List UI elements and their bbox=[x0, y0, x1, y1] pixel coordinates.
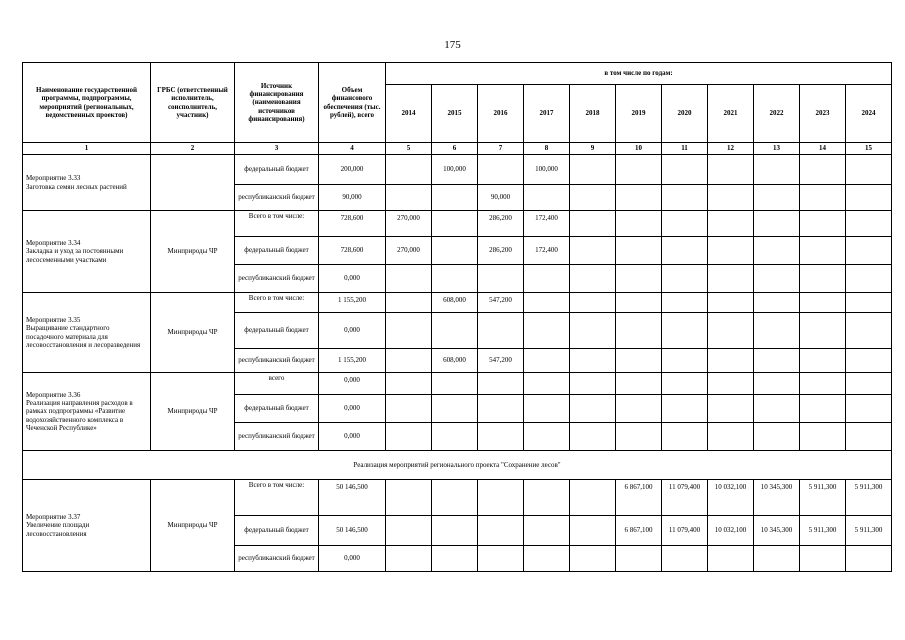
value-cell bbox=[708, 211, 754, 237]
header-year-2022: 2022 bbox=[754, 85, 800, 143]
value-cell bbox=[386, 265, 432, 293]
value-cell bbox=[708, 293, 754, 313]
value-cell bbox=[846, 155, 892, 185]
value-cell: 6 867,100 bbox=[616, 480, 662, 516]
value-cell bbox=[570, 546, 616, 572]
value-cell bbox=[662, 395, 708, 423]
measure-grbs: Минприроды ЧР bbox=[151, 211, 235, 293]
value-cell: 1 155,200 bbox=[319, 349, 386, 373]
value-cell bbox=[570, 395, 616, 423]
value-cell bbox=[708, 546, 754, 572]
value-cell bbox=[662, 423, 708, 451]
header-source: Источник финансирования (наименования источников финансирования) bbox=[235, 63, 319, 143]
value-cell: 0,000 bbox=[319, 546, 386, 572]
value-cell bbox=[570, 237, 616, 265]
column-index: 10 bbox=[616, 143, 662, 155]
value-cell bbox=[386, 395, 432, 423]
value-cell bbox=[386, 349, 432, 373]
column-index: 15 bbox=[846, 143, 892, 155]
value-cell bbox=[800, 155, 846, 185]
value-cell bbox=[432, 185, 478, 211]
section-title: Реализация мероприятий регионального проекта "Сохранение лесов" bbox=[23, 451, 892, 480]
value-cell bbox=[616, 211, 662, 237]
value-cell bbox=[524, 349, 570, 373]
value-cell: 728,600 bbox=[319, 211, 386, 237]
funding-source: республиканский бюджет bbox=[235, 423, 319, 451]
value-cell bbox=[754, 546, 800, 572]
value-cell bbox=[800, 546, 846, 572]
header-year-2019: 2019 bbox=[616, 85, 662, 143]
financing-table bbox=[22, 62, 892, 572]
value-cell bbox=[386, 373, 432, 395]
funding-source: федеральный бюджет bbox=[235, 516, 319, 546]
value-cell: 172,400 bbox=[524, 211, 570, 237]
value-cell: 200,000 bbox=[319, 155, 386, 185]
value-cell bbox=[478, 313, 524, 349]
value-cell bbox=[662, 373, 708, 395]
value-cell: 11 079,400 bbox=[662, 516, 708, 546]
value-cell bbox=[616, 546, 662, 572]
value-cell bbox=[524, 480, 570, 516]
value-cell bbox=[754, 185, 800, 211]
value-cell: 90,000 bbox=[319, 185, 386, 211]
value-cell bbox=[570, 313, 616, 349]
value-cell: 608,000 bbox=[432, 349, 478, 373]
value-cell bbox=[386, 423, 432, 451]
column-index: 4 bbox=[319, 143, 386, 155]
funding-source: федеральный бюджет bbox=[235, 313, 319, 349]
value-cell bbox=[432, 237, 478, 265]
header-year-2017: 2017 bbox=[524, 85, 570, 143]
value-cell bbox=[846, 395, 892, 423]
column-index: 11 bbox=[662, 143, 708, 155]
value-cell bbox=[846, 211, 892, 237]
value-cell bbox=[570, 265, 616, 293]
header-year-2016: 2016 bbox=[478, 85, 524, 143]
value-cell: 10 032,100 bbox=[708, 480, 754, 516]
value-cell: 1 155,200 bbox=[319, 293, 386, 313]
value-cell bbox=[754, 211, 800, 237]
value-cell bbox=[524, 265, 570, 293]
value-cell bbox=[846, 237, 892, 265]
value-cell: 547,200 bbox=[478, 349, 524, 373]
measure-grbs: Минприроды ЧР bbox=[151, 373, 235, 451]
column-index: 3 bbox=[235, 143, 319, 155]
funding-source: республиканский бюджет bbox=[235, 185, 319, 211]
value-cell bbox=[754, 237, 800, 265]
value-cell bbox=[432, 423, 478, 451]
value-cell bbox=[570, 423, 616, 451]
funding-source: республиканский бюджет bbox=[235, 349, 319, 373]
column-index: 14 bbox=[800, 143, 846, 155]
value-cell bbox=[662, 349, 708, 373]
value-cell bbox=[708, 155, 754, 185]
value-cell bbox=[754, 373, 800, 395]
value-cell bbox=[800, 237, 846, 265]
value-cell bbox=[432, 313, 478, 349]
value-cell bbox=[662, 293, 708, 313]
value-cell bbox=[524, 313, 570, 349]
column-index-row bbox=[23, 143, 892, 155]
column-index: 5 bbox=[386, 143, 432, 155]
value-cell bbox=[754, 423, 800, 451]
value-cell bbox=[616, 237, 662, 265]
table-row bbox=[23, 480, 892, 516]
value-cell bbox=[846, 349, 892, 373]
funding-source: Всего в том числе: bbox=[235, 211, 319, 237]
value-cell bbox=[524, 293, 570, 313]
funding-source: федеральный бюджет bbox=[235, 155, 319, 185]
value-cell bbox=[616, 313, 662, 349]
header-name: Наименование государственной программы, подпрограммы, мероприятий (региональных, ведомственных проектов) bbox=[23, 63, 151, 143]
header-grbs: ГРБС (ответственный исполнитель, соисполнитель, участник) bbox=[151, 63, 235, 143]
value-cell: 270,000 bbox=[386, 237, 432, 265]
column-index: 8 bbox=[524, 143, 570, 155]
value-cell bbox=[524, 516, 570, 546]
value-cell bbox=[616, 423, 662, 451]
value-cell bbox=[432, 373, 478, 395]
value-cell bbox=[616, 373, 662, 395]
value-cell bbox=[478, 373, 524, 395]
value-cell bbox=[846, 185, 892, 211]
measure-name: Мероприятие 3.33 Заготовка семян лесных растений bbox=[23, 155, 151, 211]
value-cell bbox=[570, 480, 616, 516]
value-cell bbox=[570, 293, 616, 313]
value-cell bbox=[846, 313, 892, 349]
measure-grbs: Минприроды ЧР bbox=[151, 293, 235, 373]
measure-name: Мероприятие 3.36 Реализация направления расходов в рамках подпрограммы «Развитие водохозяйственного комплекса в Чеченской Республике» bbox=[23, 373, 151, 451]
value-cell bbox=[570, 155, 616, 185]
column-index: 9 bbox=[570, 143, 616, 155]
value-cell bbox=[478, 480, 524, 516]
column-index: 1 bbox=[23, 143, 151, 155]
value-cell: 10 032,100 bbox=[708, 516, 754, 546]
value-cell: 286,200 bbox=[478, 211, 524, 237]
value-cell bbox=[616, 185, 662, 211]
value-cell bbox=[570, 349, 616, 373]
value-cell: 728,600 bbox=[319, 237, 386, 265]
value-cell bbox=[754, 349, 800, 373]
section-row bbox=[23, 451, 892, 480]
value-cell: 90,000 bbox=[478, 185, 524, 211]
value-cell: 0,000 bbox=[319, 373, 386, 395]
value-cell bbox=[616, 155, 662, 185]
value-cell: 172,400 bbox=[524, 237, 570, 265]
table-row bbox=[23, 373, 892, 395]
table-row bbox=[23, 211, 892, 237]
value-cell bbox=[524, 546, 570, 572]
funding-source: республиканский бюджет bbox=[235, 265, 319, 293]
value-cell bbox=[478, 546, 524, 572]
value-cell bbox=[524, 373, 570, 395]
value-cell bbox=[800, 211, 846, 237]
value-cell bbox=[570, 185, 616, 211]
value-cell bbox=[386, 480, 432, 516]
value-cell bbox=[616, 265, 662, 293]
funding-source: республиканский бюджет bbox=[235, 546, 319, 572]
column-index: 6 bbox=[432, 143, 478, 155]
value-cell bbox=[754, 155, 800, 185]
value-cell bbox=[524, 185, 570, 211]
header-year-2021: 2021 bbox=[708, 85, 754, 143]
value-cell: 10 345,300 bbox=[754, 480, 800, 516]
header-year-2024: 2024 bbox=[846, 85, 892, 143]
value-cell bbox=[754, 293, 800, 313]
value-cell bbox=[570, 211, 616, 237]
value-cell: 608,000 bbox=[432, 293, 478, 313]
value-cell bbox=[570, 373, 616, 395]
column-index: 12 bbox=[708, 143, 754, 155]
value-cell bbox=[662, 185, 708, 211]
value-cell bbox=[616, 349, 662, 373]
value-cell bbox=[478, 265, 524, 293]
value-cell bbox=[800, 185, 846, 211]
page-number: 175 bbox=[444, 39, 461, 51]
value-cell bbox=[800, 313, 846, 349]
header-by-years: в том числе по годам: bbox=[386, 63, 892, 85]
value-cell bbox=[386, 293, 432, 313]
value-cell: 6 867,100 bbox=[616, 516, 662, 546]
value-cell bbox=[524, 423, 570, 451]
value-cell bbox=[708, 185, 754, 211]
value-cell bbox=[432, 395, 478, 423]
funding-source: всего bbox=[235, 373, 319, 395]
value-cell: 0,000 bbox=[319, 395, 386, 423]
value-cell bbox=[846, 373, 892, 395]
value-cell bbox=[662, 265, 708, 293]
funding-source: федеральный бюджет bbox=[235, 237, 319, 265]
value-cell bbox=[754, 313, 800, 349]
value-cell bbox=[708, 373, 754, 395]
value-cell bbox=[386, 516, 432, 546]
measure-grbs: Минприроды ЧР bbox=[151, 480, 235, 572]
value-cell bbox=[432, 211, 478, 237]
value-cell bbox=[846, 423, 892, 451]
value-cell bbox=[616, 395, 662, 423]
value-cell bbox=[708, 313, 754, 349]
value-cell bbox=[662, 211, 708, 237]
value-cell bbox=[800, 293, 846, 313]
measure-name: Мероприятие 3.37 Увеличение площади лесовосстановления bbox=[23, 480, 151, 572]
value-cell: 0,000 bbox=[319, 423, 386, 451]
value-cell bbox=[708, 237, 754, 265]
value-cell bbox=[616, 293, 662, 313]
header-year-2018: 2018 bbox=[570, 85, 616, 143]
value-cell bbox=[800, 395, 846, 423]
value-cell: 11 079,400 bbox=[662, 480, 708, 516]
value-cell bbox=[386, 546, 432, 572]
value-cell bbox=[708, 395, 754, 423]
header-year-2023: 2023 bbox=[800, 85, 846, 143]
value-cell: 5 911,300 bbox=[846, 516, 892, 546]
value-cell bbox=[800, 373, 846, 395]
value-cell bbox=[754, 265, 800, 293]
value-cell: 5 911,300 bbox=[846, 480, 892, 516]
column-index: 13 bbox=[754, 143, 800, 155]
value-cell: 50 146,500 bbox=[319, 480, 386, 516]
value-cell bbox=[432, 265, 478, 293]
value-cell bbox=[662, 546, 708, 572]
value-cell bbox=[432, 546, 478, 572]
value-cell: 270,000 bbox=[386, 211, 432, 237]
value-cell: 5 911,300 bbox=[800, 516, 846, 546]
value-cell bbox=[478, 155, 524, 185]
value-cell bbox=[708, 423, 754, 451]
value-cell bbox=[478, 516, 524, 546]
value-cell bbox=[432, 480, 478, 516]
value-cell bbox=[708, 265, 754, 293]
funding-source: Всего в том числе: bbox=[235, 480, 319, 516]
value-cell bbox=[478, 423, 524, 451]
value-cell bbox=[570, 516, 616, 546]
measure-name: Мероприятие 3.35 Выращивание стандартного посадочного материала для лесовосстановления и лесоразведения bbox=[23, 293, 151, 373]
value-cell bbox=[846, 265, 892, 293]
value-cell: 100,000 bbox=[432, 155, 478, 185]
value-cell bbox=[800, 265, 846, 293]
value-cell: 10 345,300 bbox=[754, 516, 800, 546]
value-cell bbox=[432, 516, 478, 546]
value-cell bbox=[524, 395, 570, 423]
measure-name: Мероприятие 3.34 Закладка и уход за постоянными лесосеменными участками bbox=[23, 211, 151, 293]
measure-grbs bbox=[151, 155, 235, 211]
value-cell bbox=[386, 185, 432, 211]
header-year-2020: 2020 bbox=[662, 85, 708, 143]
value-cell: 5 911,300 bbox=[800, 480, 846, 516]
value-cell bbox=[800, 349, 846, 373]
value-cell: 0,000 bbox=[319, 313, 386, 349]
funding-source: Всего в том числе: bbox=[235, 293, 319, 313]
value-cell: 100,000 bbox=[524, 155, 570, 185]
header-year-2015: 2015 bbox=[432, 85, 478, 143]
header-volume: Объем финансового обеспечения (тыс. рублей), всего bbox=[319, 63, 386, 143]
value-cell: 50 146,500 bbox=[319, 516, 386, 546]
value-cell bbox=[800, 423, 846, 451]
value-cell bbox=[754, 395, 800, 423]
value-cell bbox=[846, 546, 892, 572]
column-index: 7 bbox=[478, 143, 524, 155]
column-index: 2 bbox=[151, 143, 235, 155]
funding-source: федеральный бюджет bbox=[235, 395, 319, 423]
value-cell bbox=[386, 155, 432, 185]
table-row bbox=[23, 293, 892, 313]
value-cell bbox=[662, 155, 708, 185]
value-cell bbox=[846, 293, 892, 313]
value-cell: 286,200 bbox=[478, 237, 524, 265]
value-cell bbox=[662, 237, 708, 265]
header-year-2014: 2014 bbox=[386, 85, 432, 143]
value-cell bbox=[386, 313, 432, 349]
value-cell: 0,000 bbox=[319, 265, 386, 293]
value-cell: 547,200 bbox=[478, 293, 524, 313]
value-cell bbox=[478, 395, 524, 423]
value-cell bbox=[662, 313, 708, 349]
table-row bbox=[23, 155, 892, 185]
value-cell bbox=[708, 349, 754, 373]
